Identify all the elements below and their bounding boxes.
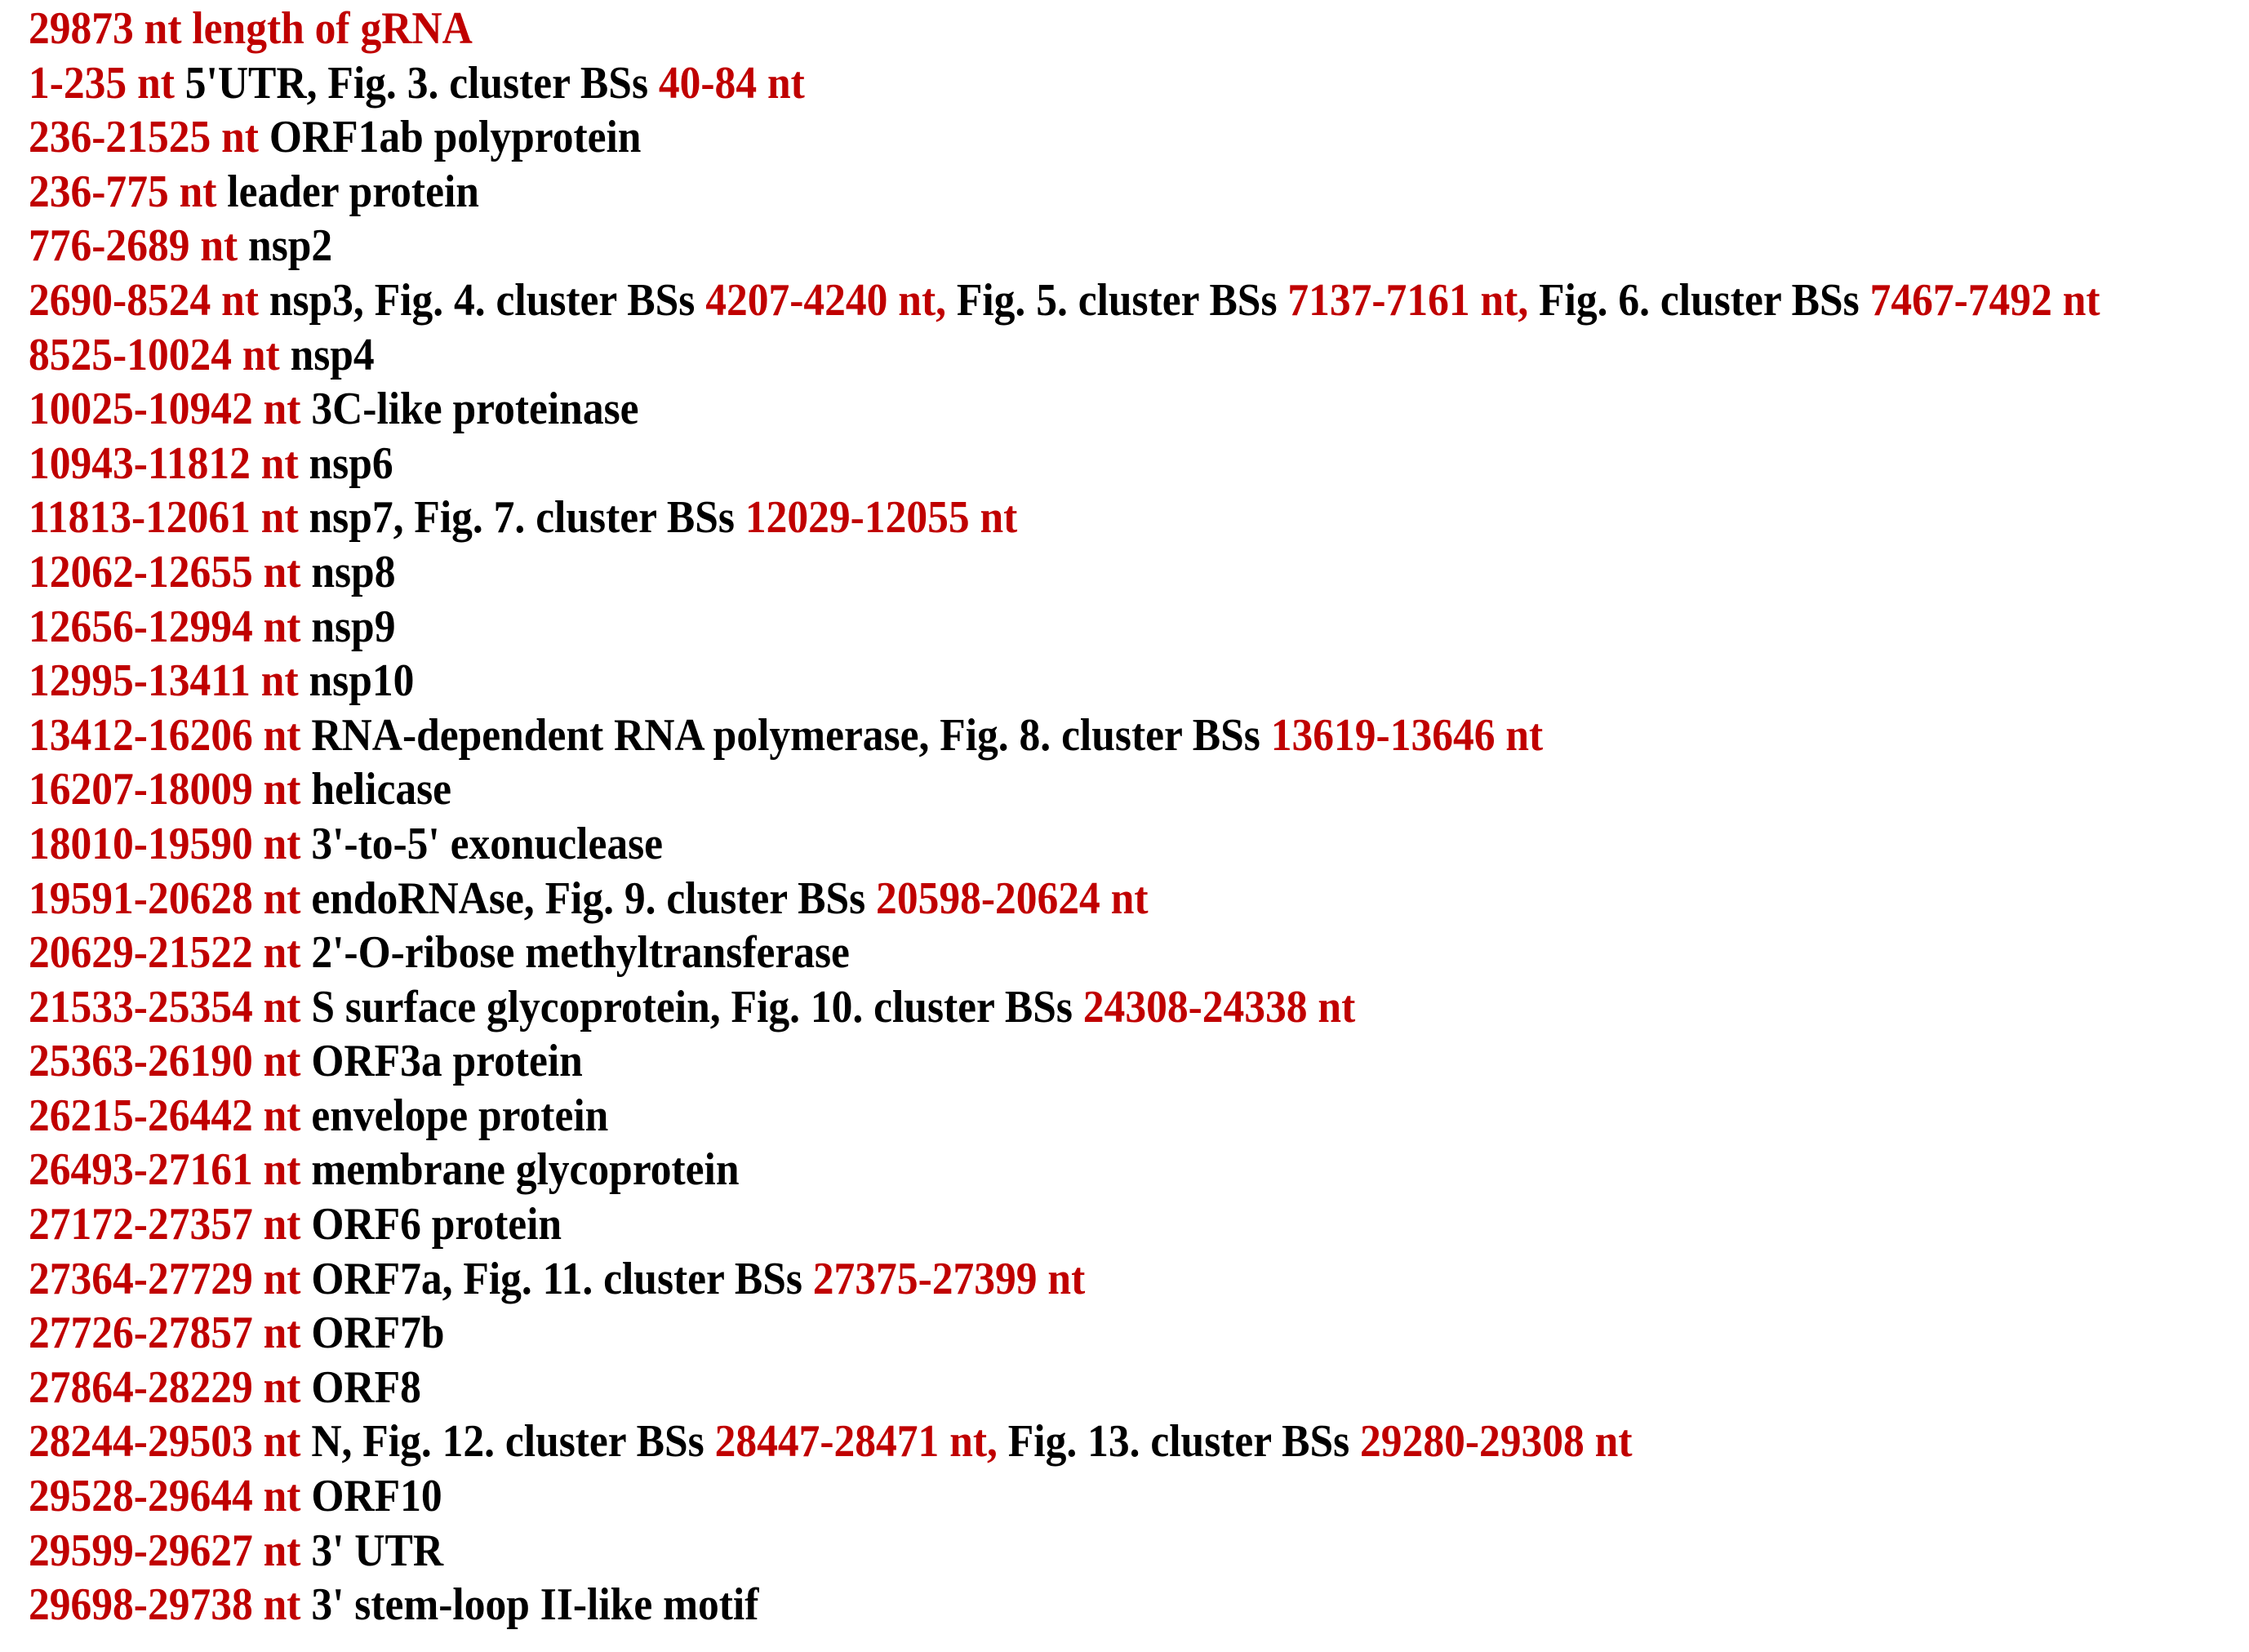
nucleotide-range-text: 13412-16206 nt — [29, 709, 312, 761]
nucleotide-range-text: 20598-20624 nt — [876, 873, 1149, 924]
annotation-row — [29, 1361, 2249, 1415]
nucleotide-range-text: 27364-27729 nt — [29, 1253, 312, 1304]
feature-description-text: ORF3a protein — [311, 1036, 583, 1087]
nucleotide-range-text: 27375-27399 nt — [812, 1253, 1086, 1304]
annotation-row — [29, 2, 2249, 56]
feature-description-text: ORF7b — [311, 1308, 445, 1359]
nucleotide-range-text: 10943-11812 nt — [29, 437, 309, 489]
annotation-row — [29, 273, 2249, 328]
nucleotide-range-text: 27172-27357 nt — [29, 1199, 312, 1250]
feature-description-text: 2'-O-ribose methyltransferase — [311, 927, 850, 979]
nucleotide-range-text: 12656-12994 nt — [29, 601, 312, 652]
annotation-row — [29, 980, 2249, 1035]
nucleotide-range-text: 1-235 nt — [29, 57, 185, 109]
feature-description-text: endoRNAse, Fig. 9. cluster BSs — [311, 873, 877, 924]
annotation-row — [29, 1089, 2249, 1144]
nucleotide-range-text: 2690-8524 nt — [29, 274, 269, 326]
annotation-row — [29, 165, 2249, 220]
nucleotide-range-text: 24308-24338 nt — [1082, 981, 1356, 1032]
annotation-row — [29, 762, 2249, 817]
nucleotide-range-text: 18010-19590 nt — [29, 818, 312, 869]
annotation-row — [29, 926, 2249, 980]
annotation-row — [29, 1252, 2249, 1307]
feature-description-text: nsp3, Fig. 4. cluster BSs — [269, 274, 706, 326]
feature-description-text: nsp4 — [290, 329, 375, 380]
annotation-row — [29, 1143, 2249, 1197]
feature-description-text: ORF8 — [311, 1361, 421, 1413]
feature-description-text: leader protein — [227, 166, 479, 217]
annotation-row — [29, 1197, 2249, 1252]
annotation-row — [29, 600, 2249, 655]
feature-description-text: 3' stem-loop II-like motif — [311, 1579, 759, 1631]
nucleotide-range-text: 26215-26442 nt — [29, 1090, 312, 1141]
nucleotide-range-text: 28447-28471 nt, — [714, 1416, 1008, 1468]
nucleotide-range-text: 8525-10024 nt — [29, 329, 291, 380]
annotation-row — [29, 1034, 2249, 1089]
nucleotide-range-text: 28244-29503 nt — [29, 1416, 312, 1468]
feature-description-text: membrane glycoprotein — [311, 1144, 740, 1196]
annotation-row — [29, 1306, 2249, 1361]
annotation-row — [29, 328, 2249, 383]
annotation-row — [29, 1414, 2249, 1469]
feature-description-text: 5'UTR, Fig. 3. cluster BSs — [184, 57, 659, 109]
annotation-row — [29, 382, 2249, 437]
nucleotide-range-text: 12029-12055 nt — [744, 492, 1018, 544]
nucleotide-range-text: 29599-29627 nt — [29, 1525, 312, 1576]
feature-description-text: Fig. 6. cluster BSs — [1539, 274, 1870, 326]
feature-description-text: RNA-dependent RNA polymerase, Fig. 8. cluster BSs — [311, 709, 1271, 761]
feature-description-text: nsp8 — [311, 546, 396, 597]
annotation-row — [29, 1469, 2249, 1524]
feature-description-text: nsp10 — [309, 655, 415, 707]
annotation-row — [29, 56, 2249, 111]
nucleotide-range-text: 29528-29644 nt — [29, 1471, 312, 1522]
nucleotide-range-text: 29280-29308 nt — [1360, 1416, 1633, 1468]
annotation-row — [29, 1578, 2249, 1632]
nucleotide-range-text: 29873 nt length of gRNA — [29, 3, 473, 54]
annotation-row — [29, 219, 2249, 273]
annotation-row — [29, 1524, 2249, 1579]
nucleotide-range-text: 26493-27161 nt — [29, 1144, 312, 1196]
feature-description-text: Fig. 5. cluster BSs — [956, 274, 1288, 326]
nucleotide-range-text: 236-21525 nt — [29, 112, 269, 163]
feature-description-text: 3' UTR — [311, 1525, 444, 1576]
nucleotide-range-text: 7467-7492 nt — [1869, 274, 2100, 326]
nucleotide-range-text: 13619-13646 nt — [1270, 709, 1544, 761]
feature-description-text: nsp9 — [311, 601, 396, 652]
feature-description-text: 3C-like proteinase — [311, 384, 639, 435]
feature-description-text: nsp2 — [248, 220, 333, 272]
annotation-row — [29, 110, 2249, 165]
feature-description-text: ORF6 protein — [311, 1199, 562, 1250]
nucleotide-range-text: 21533-25354 nt — [29, 981, 312, 1032]
nucleotide-range-text: 7137-7161 nt, — [1287, 274, 1540, 326]
annotation-row — [29, 708, 2249, 763]
genome-annotation-list — [29, 2, 2249, 1632]
nucleotide-range-text: 12995-13411 nt — [29, 655, 309, 707]
feature-description-text: N, Fig. 12. cluster BSs — [311, 1416, 715, 1468]
nucleotide-range-text: 776-2689 nt — [29, 220, 249, 272]
feature-description-text: helicase — [311, 764, 452, 815]
feature-description-text: 3'-to-5' exonuclease — [311, 818, 664, 869]
nucleotide-range-text: 27726-27857 nt — [29, 1308, 312, 1359]
feature-description-text: Fig. 13. cluster BSs — [1007, 1416, 1361, 1468]
feature-description-text: S surface glycoprotein, Fig. 10. cluster BSs — [311, 981, 1083, 1032]
annotation-row — [29, 872, 2249, 926]
feature-description-text: ORF10 — [311, 1471, 442, 1522]
annotation-row — [29, 817, 2249, 872]
annotation-row — [29, 654, 2249, 708]
nucleotide-range-text: 10025-10942 nt — [29, 384, 312, 435]
nucleotide-range-text: 40-84 nt — [658, 57, 805, 109]
nucleotide-range-text: 19591-20628 nt — [29, 873, 312, 924]
nucleotide-range-text: 11813-12061 nt — [29, 492, 309, 544]
nucleotide-range-text: 25363-26190 nt — [29, 1036, 312, 1087]
feature-description-text: envelope protein — [311, 1090, 609, 1141]
feature-description-text: nsp6 — [309, 437, 393, 489]
annotation-row — [29, 545, 2249, 600]
nucleotide-range-text: 20629-21522 nt — [29, 927, 312, 979]
annotation-row — [29, 437, 2249, 491]
nucleotide-range-text: 27864-28229 nt — [29, 1361, 312, 1413]
annotation-row — [29, 491, 2249, 545]
nucleotide-range-text: 16207-18009 nt — [29, 764, 312, 815]
nucleotide-range-text: 4207-4240 nt, — [705, 274, 957, 326]
nucleotide-range-text: 12062-12655 nt — [29, 546, 312, 597]
feature-description-text: nsp7, Fig. 7. cluster BSs — [309, 492, 745, 544]
nucleotide-range-text: 29698-29738 nt — [29, 1579, 312, 1631]
feature-description-text: ORF7a, Fig. 11. cluster BSs — [311, 1253, 813, 1304]
nucleotide-range-text: 236-775 nt — [29, 166, 228, 217]
feature-description-text: ORF1ab polyprotein — [269, 112, 642, 163]
